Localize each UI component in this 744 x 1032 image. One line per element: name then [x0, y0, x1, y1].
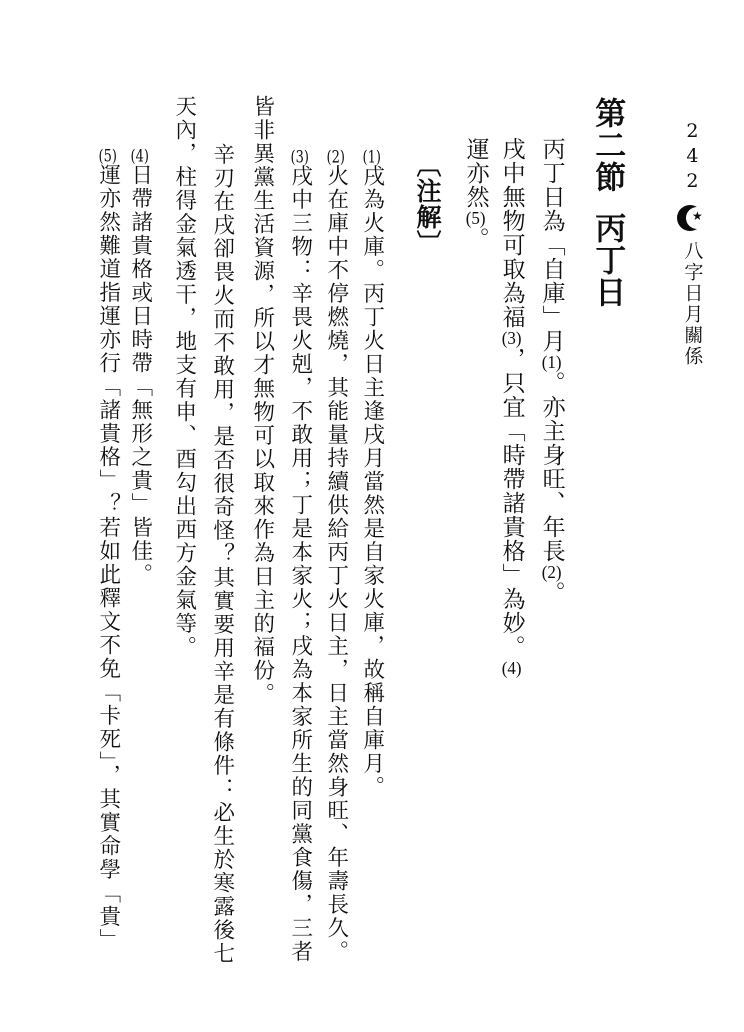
- page-header: [676, 120, 708, 367]
- crescent-star-icon: [677, 202, 707, 234]
- note-column-2: (2)火在庫中不停燃燒，其能量持續供給丙丁火日主，日主當然身旺、年壽長久。: [323, 148, 349, 964]
- main-text-column-1: 丙丁日為「自庫」月(1)。亦主身旺、年長(2)。: [539, 137, 565, 605]
- main-text-column-2: 戌中無物可取為福(3)，只宜「時帶諸貴格」為妙。(4): [499, 137, 525, 677]
- section-heading-title: 丙丁日: [590, 212, 626, 308]
- note-column-7: (4)日帶諸貴格或日時帶「無形之貴」皆佳。: [127, 147, 153, 587]
- note-column-6: 天內，柱得金氣透干，地支有申、酉勾出西方金氣等。: [171, 95, 197, 659]
- note-column-3: (3)戌中三物：辛畏火剋，不敢用；丁是本家火；戌為本家所生的同黨食傷，三者: [287, 148, 313, 964]
- book-title: 八字日月關係: [681, 241, 704, 367]
- star-icon: ★: [692, 209, 703, 223]
- main-text-column-3: 運亦然(5)。: [463, 137, 489, 251]
- note-column-1: (1)戌為火庫。丙丁火日主逢戌月當然是自家火庫，故稱自庫月。: [359, 148, 385, 800]
- note-column-4: 皆非異黨生活資源，所以才無物可以取來作為日主的福份。: [249, 95, 275, 706]
- section-heading-number: 第二節: [590, 97, 626, 193]
- page-number: 242: [681, 120, 704, 195]
- note-column-5: 辛刃在戌卻畏火而不敢用，是否很奇怪？其實要用辛是有條件：必生於寒露後七: [209, 143, 235, 966]
- annotation-label: 〔注解〕: [413, 152, 441, 256]
- note-column-8: (5)運亦然難道指運亦行「諸貴格」？若如此釋文不免「卡死」，其實命學「貴」: [95, 147, 121, 953]
